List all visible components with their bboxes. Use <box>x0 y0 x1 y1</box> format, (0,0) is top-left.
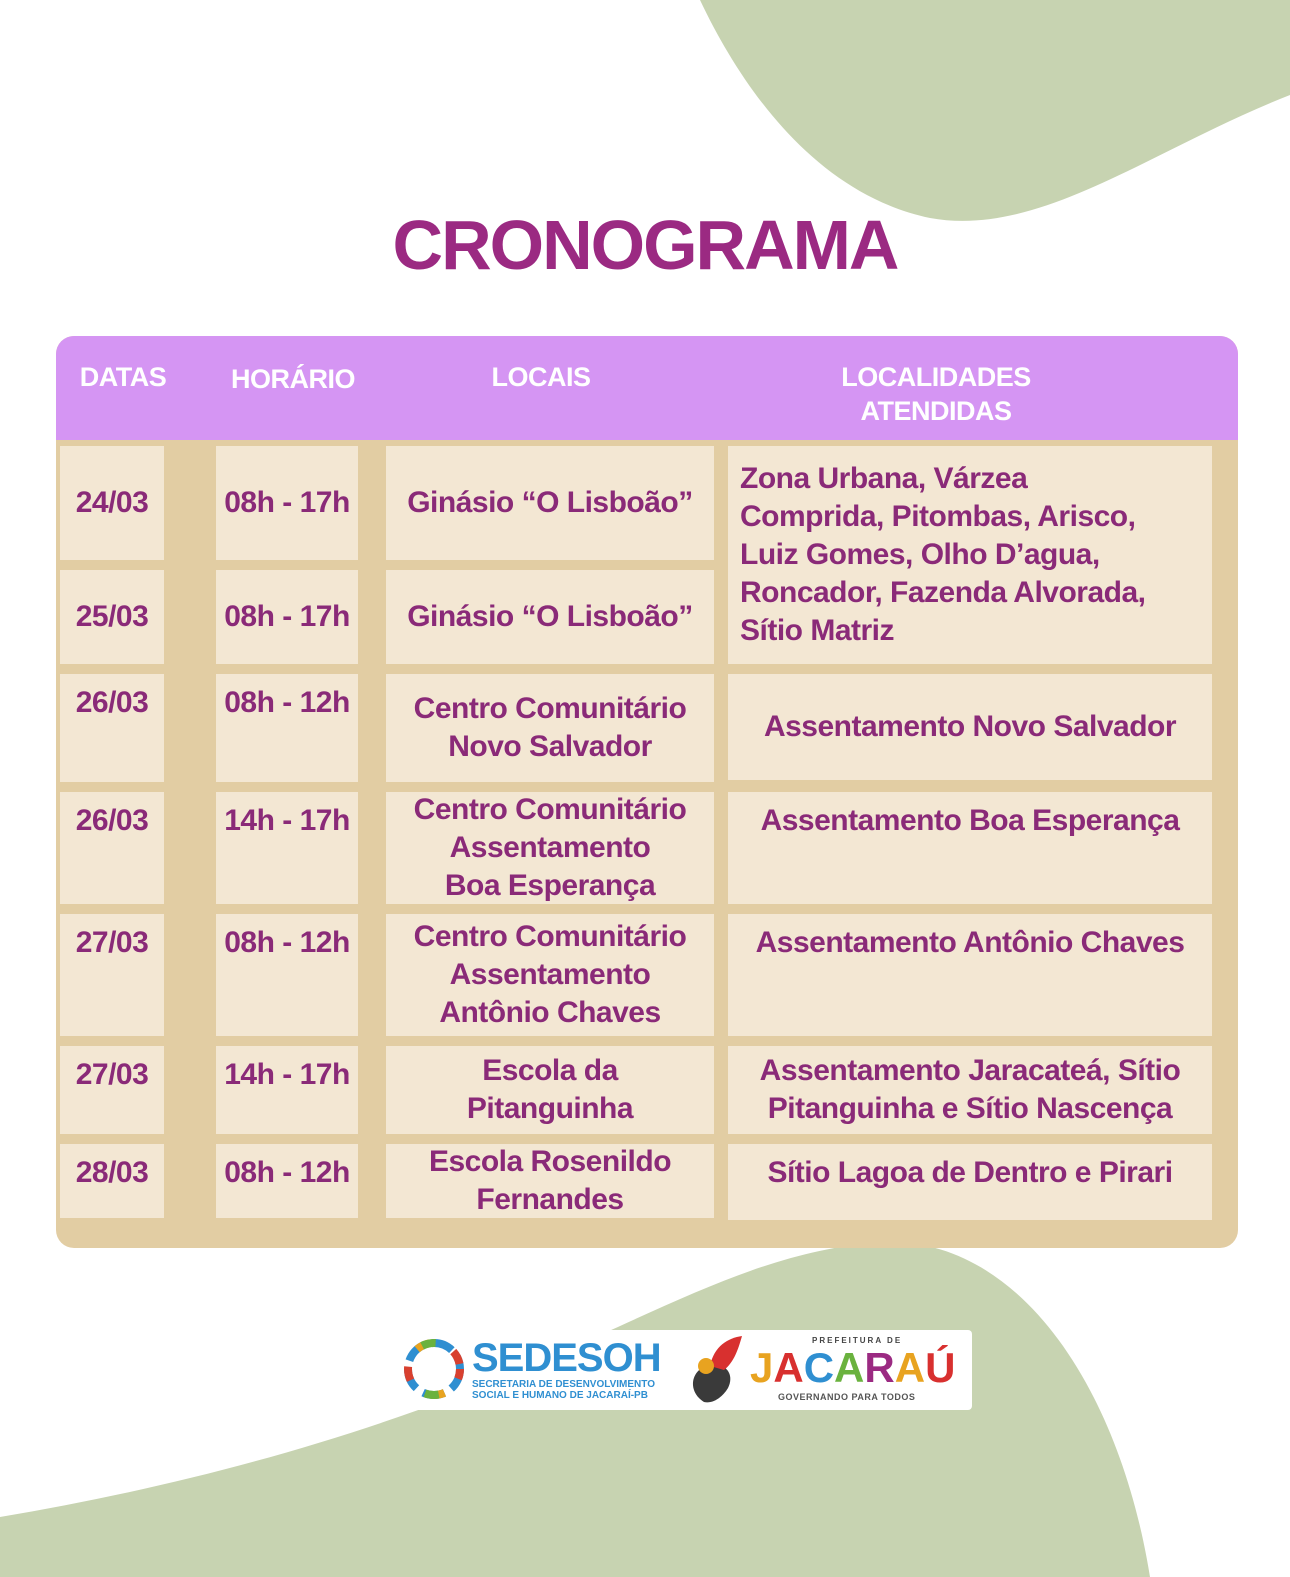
location-cell <box>386 674 714 782</box>
sedesoh-name: SEDESOH <box>472 1336 661 1380</box>
date-text: 25/03 <box>75 600 149 633</box>
date-cell <box>60 792 164 904</box>
cell-line: Assentamento Antônio Chaves <box>755 926 1185 959</box>
date-cell <box>60 570 164 664</box>
jacarau-slogan: GOVERNANDO PARA TODOS <box>778 1392 916 1402</box>
header-localidades-line2: ATENDIDAS <box>860 396 1012 426</box>
jacarau-letter: A <box>773 1344 804 1391</box>
cell-line: Centro Comunitário <box>413 920 687 953</box>
date-text: 26/03 <box>75 686 149 719</box>
date-text: 27/03 <box>75 1058 149 1091</box>
jacarau-letter: R <box>864 1344 895 1391</box>
time-cell <box>216 792 358 904</box>
cell-line: Assentamento <box>449 831 651 864</box>
time-cell <box>216 1046 358 1134</box>
cell-line: Antônio Chaves <box>439 996 661 1029</box>
date-cell <box>60 674 164 782</box>
localidade-cell <box>728 1046 1212 1134</box>
cell-line: Ginásio “O Lisboão” <box>407 600 693 633</box>
footer-logos <box>400 1330 972 1410</box>
cell-line: Escola da <box>482 1054 618 1087</box>
jacarau-letter: Ú <box>925 1344 956 1391</box>
localidade-cell <box>728 914 1212 1036</box>
date-cell <box>60 914 164 1036</box>
jacarau-letter: C <box>803 1344 835 1391</box>
cell-line: Assentamento <box>449 958 651 991</box>
cell-line: Fernandes <box>476 1183 624 1216</box>
date-cell <box>60 446 164 560</box>
time-text: 08h - 12h <box>224 686 350 719</box>
jacarau-name <box>750 1344 955 1392</box>
cell-line: Comprida, Pitombas, Arisco, <box>740 500 1136 533</box>
schedule-table <box>56 336 1238 1248</box>
time-text: 08h - 12h <box>224 926 350 959</box>
cell-line: Ginásio “O Lisboão” <box>407 486 693 519</box>
header-localidades-line1: LOCALIDADES <box>841 362 1031 392</box>
location-cell <box>386 446 714 560</box>
jacarau-letter: A <box>894 1344 926 1391</box>
time-cell <box>216 674 358 782</box>
location-cell <box>386 1144 714 1218</box>
page-title: CRONOGRAMA <box>392 206 898 284</box>
date-text: 28/03 <box>75 1156 149 1189</box>
cell-line: Assentamento Boa Esperança <box>760 804 1180 837</box>
cell-line: Sítio Lagoa de Dentro e Pirari <box>767 1156 1173 1189</box>
cell-line: Zona Urbana, Várzea <box>740 462 1028 495</box>
time-cell <box>216 914 358 1036</box>
cell-line: Assentamento Novo Salvador <box>763 710 1177 743</box>
sedesoh-logo-icon <box>400 1334 468 1404</box>
time-text: 14h - 17h <box>224 804 350 837</box>
location-cell <box>386 792 714 904</box>
time-text: 08h - 17h <box>224 486 350 519</box>
jacarau-letter: J <box>750 1344 774 1391</box>
time-cell <box>216 1144 358 1218</box>
date-text: 24/03 <box>75 486 149 519</box>
jacarau-prefeitura: PREFEITURA DE <box>812 1336 903 1345</box>
header-localidades <box>756 360 1116 428</box>
cell-line: Boa Esperança <box>444 869 656 902</box>
sedesoh-subtitle <box>472 1379 672 1401</box>
cell-line: Centro Comunitário <box>413 793 687 826</box>
sedesoh-subtitle-line1: SECRETARIA DE DESENVOLVIMENTO <box>472 1379 655 1390</box>
location-cell <box>386 570 714 664</box>
header-horario: HORÁRIO <box>231 364 355 394</box>
time-text: 08h - 12h <box>224 1156 350 1189</box>
cell-line: Pitanguinha <box>466 1092 634 1125</box>
table-header <box>56 336 1238 440</box>
time-cell <box>216 570 358 664</box>
date-cell <box>60 1046 164 1134</box>
date-text: 27/03 <box>75 926 149 959</box>
jacarau-name-text <box>750 1344 955 1391</box>
cell-line: Roncador, Fazenda Alvorada, <box>740 576 1146 609</box>
location-cell <box>386 914 714 1036</box>
time-text: 14h - 17h <box>224 1058 350 1091</box>
header-datas: DATAS <box>79 362 167 392</box>
localidade-cell <box>728 1144 1212 1220</box>
date-text: 26/03 <box>75 804 149 837</box>
top-right-blob <box>0 0 1290 240</box>
location-cell <box>386 1046 714 1134</box>
time-cell <box>216 446 358 560</box>
time-text: 08h - 17h <box>224 600 350 633</box>
cell-line: Escola Rosenildo <box>428 1145 672 1178</box>
cell-line: Novo Salvador <box>448 730 652 763</box>
localidade-cell <box>728 446 1212 664</box>
cell-line: Assentamento Jaracateá, Sítio <box>759 1054 1181 1087</box>
sedesoh-subtitle-line2: SOCIAL E HUMANO DE JACARAÍ-PB <box>472 1390 648 1401</box>
localidade-cell <box>728 792 1212 904</box>
cell-line: Sítio Matriz <box>740 614 895 647</box>
jacarau-emblem-icon <box>684 1332 748 1406</box>
cell-line: Luiz Gomes, Olho D’agua, <box>740 538 1100 571</box>
cell-line: Centro Comunitário <box>413 692 687 725</box>
header-locais: LOCAIS <box>491 362 591 392</box>
date-cell <box>60 1144 164 1218</box>
cell-line: Pitanguinha e Sítio Nascença <box>767 1092 1173 1125</box>
localidade-cell <box>728 674 1212 780</box>
jacarau-letter: A <box>834 1344 865 1391</box>
